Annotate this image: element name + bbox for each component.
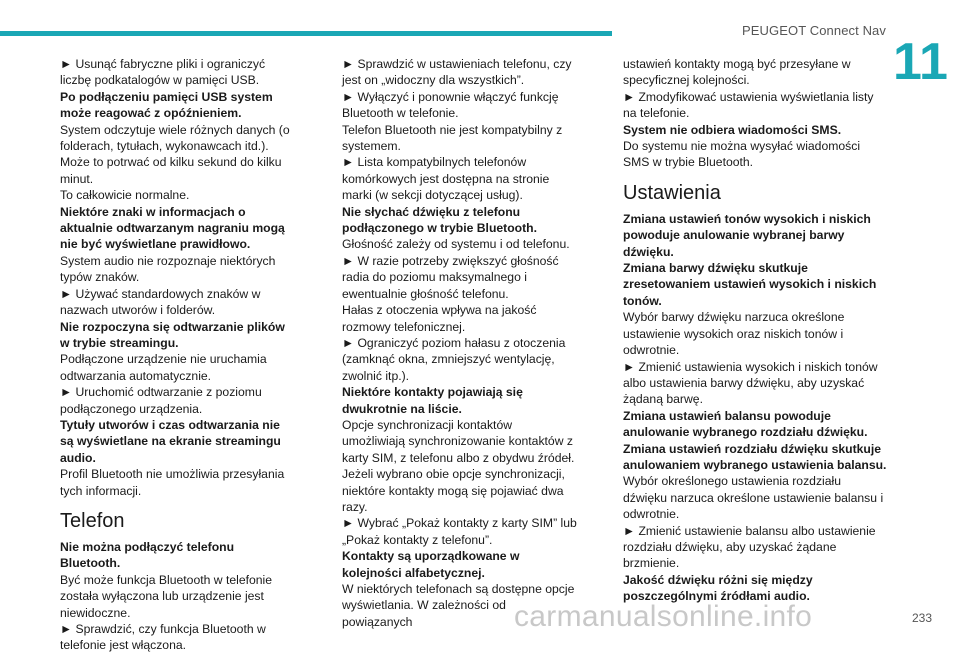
paragraph: Być może funkcja Bluetooth w telefonie została wyłączona lub urządzenie jest niewidoczne. bbox=[60, 572, 273, 620]
section-heading: Telefon bbox=[60, 509, 125, 532]
bold-paragraph: Niektóre kontakty pojawiają się dwukrotnie na liście. bbox=[342, 385, 523, 416]
paragraph: ► Zmienić ustawienia wysokich i niskich tonów albo ustawienia barwy dźwięku, aby uzyskać żądaną barwę. bbox=[623, 359, 878, 407]
paragraph: ► Usunąć fabryczne pliki i ograniczyć liczbę podkatalogów w pamięci USB. bbox=[60, 57, 266, 88]
header-title: PEUGEOT Connect Nav bbox=[742, 23, 886, 38]
bold-paragraph: Niektóre znaki w informacjach o aktualnie odtwarzanym nagraniu mogą nie być wyświetlane prawidłowo. bbox=[60, 204, 285, 252]
section-heading: Ustawienia bbox=[623, 181, 721, 204]
paragraph: Głośność zależy od systemu i od telefonu. bbox=[342, 237, 570, 252]
paragraph: Telefon Bluetooth nie jest kompatybilny z systemem. bbox=[342, 122, 563, 154]
bold-paragraph: Zmiana ustawień tonów wysokich i niskich powoduje anulowanie wybranej barwy dźwięku. bbox=[623, 211, 871, 259]
bold-paragraph: System nie odbiera wiadomości SMS. bbox=[623, 122, 842, 137]
paragraph: ► Wybrać „Pokaż kontakty z karty SIM” lub „Pokaż kontakty z telefonu”. bbox=[342, 516, 577, 547]
paragraph: Podłączone urządzenie nie uruchamia odtwarzania automatycznie. bbox=[60, 352, 267, 383]
text-column-1 bbox=[60, 56, 295, 654]
paragraph: ► Wyłączyć i ponownie włączyć funkcję Bluetooth w telefonie. bbox=[342, 89, 559, 121]
paragraph: ► Używać standardowych znaków w nazwach utworów i folderów. bbox=[60, 286, 261, 318]
bold-paragraph: Kontakty są uporządkowane w kolejności alfabetycznej. bbox=[342, 549, 520, 580]
paragraph: ► Ograniczyć poziom hałasu z otoczenia (zamknąć okna, zmniejszyć wentylację, zwolnić itp.). bbox=[342, 335, 566, 383]
text-column-2 bbox=[342, 56, 577, 630]
paragraph: Opcje synchronizacji kontaktów umożliwiają synchronizowanie kontaktów z karty SIM, z telefonu albo z obydwu źródeł. Jeżeli wybrano obie opcje synchronizacji, niektóre kontakty mogą się pojawiać dwa razy. bbox=[342, 417, 575, 514]
bold-paragraph: Tytuły utworów i czas odtwarzania nie są wyświetlane na ekranie streamingu audio. bbox=[60, 417, 281, 465]
paragraph: ► Zmienić ustawienie balansu albo ustawienie rozdziału dźwięku, aby uzyskać żądane brzmienie. bbox=[623, 523, 876, 571]
paragraph: ustawień kontakty mogą być przesyłane w specyficznej kolejności. bbox=[623, 57, 851, 88]
text-column-3 bbox=[623, 56, 888, 605]
bold-paragraph: Nie można podłączyć telefonu Bluetooth. bbox=[60, 539, 235, 571]
bold-paragraph: Nie słychać dźwięku z telefonu podłączonego w trybie Bluetooth. bbox=[342, 204, 537, 236]
paragraph: ► Uruchomić odtwarzanie z poziomu podłączonego urządzenia. bbox=[60, 385, 262, 416]
bold-paragraph: Po podłączeniu pamięci USB system może reagować z opóźnieniem. bbox=[60, 89, 273, 121]
bold-paragraph: Jakość dźwięku różni się między poszczególnymi źródłami audio. bbox=[623, 572, 813, 604]
paragraph: ► Zmodyfikować ustawienia wyświetlania listy na telefonie. bbox=[623, 89, 874, 121]
paragraph: ► Lista kompatybilnych telefonów komórkowych jest dostępna na stronie marki (w sekcji dotyczącej usług). bbox=[342, 155, 550, 203]
paragraph: W niektórych telefonach są dostępne opcje wyświetlania. W zależności od powiązanych bbox=[342, 582, 575, 629]
watermark: carmanualsonline.info bbox=[514, 600, 813, 633]
paragraph: ► Sprawdzić, czy funkcja Bluetooth w telefonie jest włączona. bbox=[60, 622, 266, 653]
bold-paragraph: Nie rozpoczyna się odtwarzanie plików w trybie streamingu. bbox=[60, 319, 285, 350]
paragraph: To całkowicie normalne. bbox=[60, 188, 190, 203]
paragraph: System audio nie rozpoznaje niektórych typów znaków. bbox=[60, 253, 276, 285]
paragraph: Wybór określonego ustawienia rozdziału dźwięku narzuca określone ustawienie balansu i odwrotnie. bbox=[623, 474, 884, 522]
paragraph: ► W razie potrzeby zwiększyć głośność radia do poziomu maksymalnego i ewentualnie głośność telefonu. bbox=[342, 253, 559, 301]
chapter-number: 11 bbox=[893, 33, 948, 91]
paragraph: Hałas z otoczenia wpływa na jakość rozmowy telefonicznej. bbox=[342, 303, 537, 334]
paragraph: ► Sprawdzić w ustawieniach telefonu, czy jest on „widoczny dla wszystkich”. bbox=[342, 57, 572, 88]
header-accent-bar bbox=[0, 31, 612, 36]
bold-paragraph: Zmiana ustawień balansu powoduje anulowanie wybranego rozdziału dźwięku. bbox=[623, 408, 868, 440]
bold-paragraph: Zmiana barwy dźwięku skutkuje zresetowaniem ustawień wysokich i niskich tonów. bbox=[623, 261, 877, 308]
page-number: 233 bbox=[911, 611, 932, 625]
bold-paragraph: Zmiana ustawień rozdziału dźwięku skutkuje anulowaniem wybranego ustawienia balansu. bbox=[623, 441, 887, 472]
paragraph: Profil Bluetooth nie umożliwia przesyłania tych informacji. bbox=[60, 467, 285, 498]
paragraph: Do systemu nie można wysyłać wiadomości SMS w trybie Bluetooth. bbox=[623, 139, 861, 170]
paragraph: Wybór barwy dźwięku narzuca określone ustawienie wysokich oraz niskich tonów i odwrotnie. bbox=[623, 310, 845, 358]
paragraph: System odczytuje wiele różnych danych (o folderach, tytułach, wykonawcach itd.). Może to potrwać od kilku sekund do kilku minut. bbox=[60, 122, 290, 186]
